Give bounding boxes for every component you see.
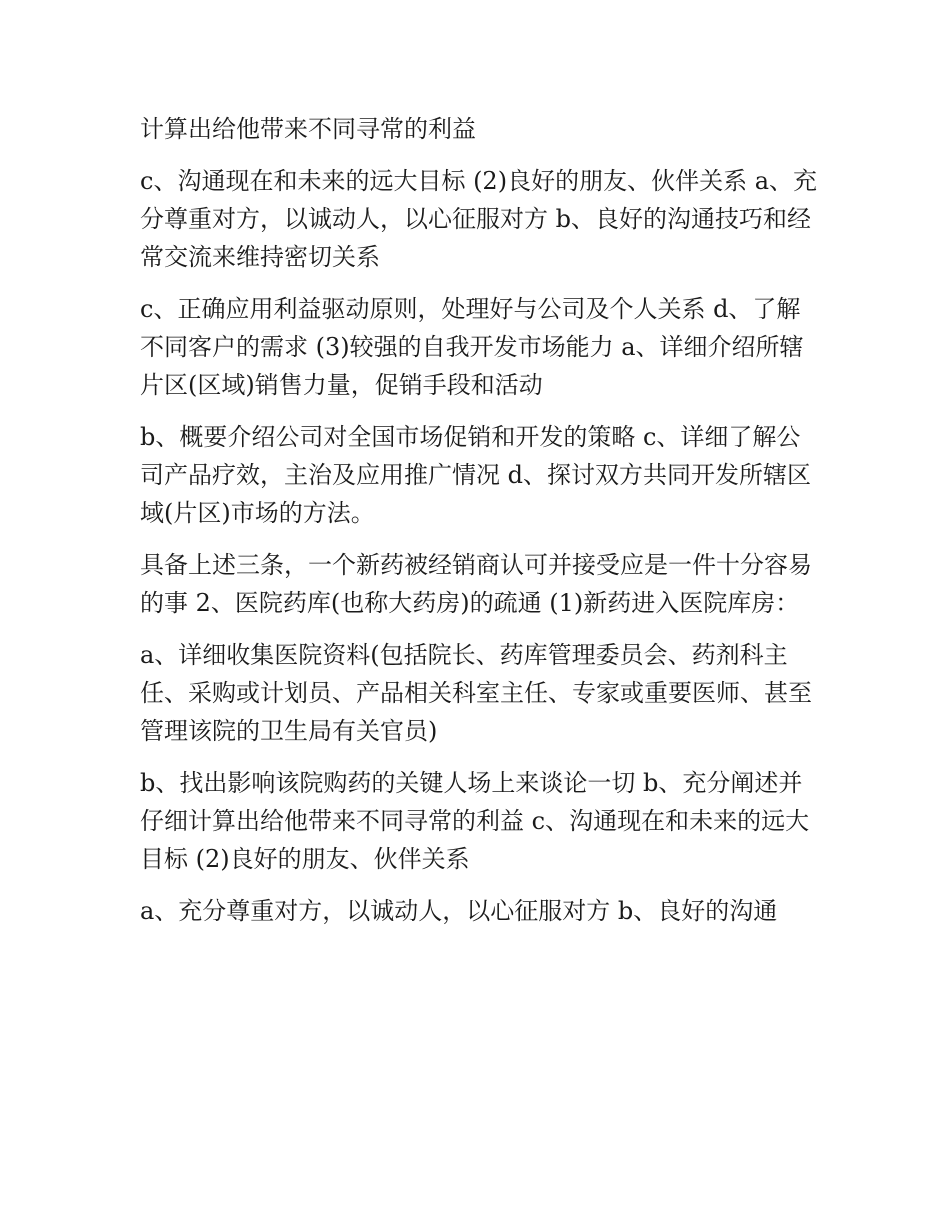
paragraph-3: c、正确应用利益驱动原则，处理好与公司及个人关系 d、了解不同客户的需求 (3)较强的自我开发市场能力 a、详细介绍所辖片区(区域)销售力量，促销手段和活动 [140,295,804,399]
paragraph-6: a、详细收集医院资料(包括院长、药库管理委员会、药剂科主任、采购或计划员、产品相关科室主任、专家或重要医师、甚至管理该院的卫生局有关官员) [140,641,812,745]
paragraph-7: b、找出影响该院购药的关键人场上来谈论一切 b、充分阐述并仔细计算出给他带来不同寻常的利益 c、沟通现在和未来的远大目标 (2)良好的朋友、伙伴关系 [140,769,810,873]
paragraph-2: c、沟通现在和未来的远大目标 (2)良好的朋友、伙伴关系 a、充分尊重对方，以诚动人，以心征服对方 b、良好的沟通技巧和经常交流来维持密切关系 [140,167,818,271]
paragraph-4: b、概要介绍公司对全国市场促销和开发的策略 c、详细了解公司产品疗效，主治及应用推广情况 d、探讨双方共同开发所辖区域(片区)市场的方法。 [140,423,811,527]
document-body [140,110,820,930]
paragraph-8: a、充分尊重对方，以诚动人，以心征服对方 b、良好的沟通 [140,897,778,925]
paragraph-1: 计算出给他带来不同寻常的利益 [140,115,476,143]
paragraph-5: 具备上述三条，一个新药被经销商认可并接受应是一件十分容易的事 2、医院药库(也称大药房)的疏通 (1)新药进入医院库房： [140,551,812,617]
